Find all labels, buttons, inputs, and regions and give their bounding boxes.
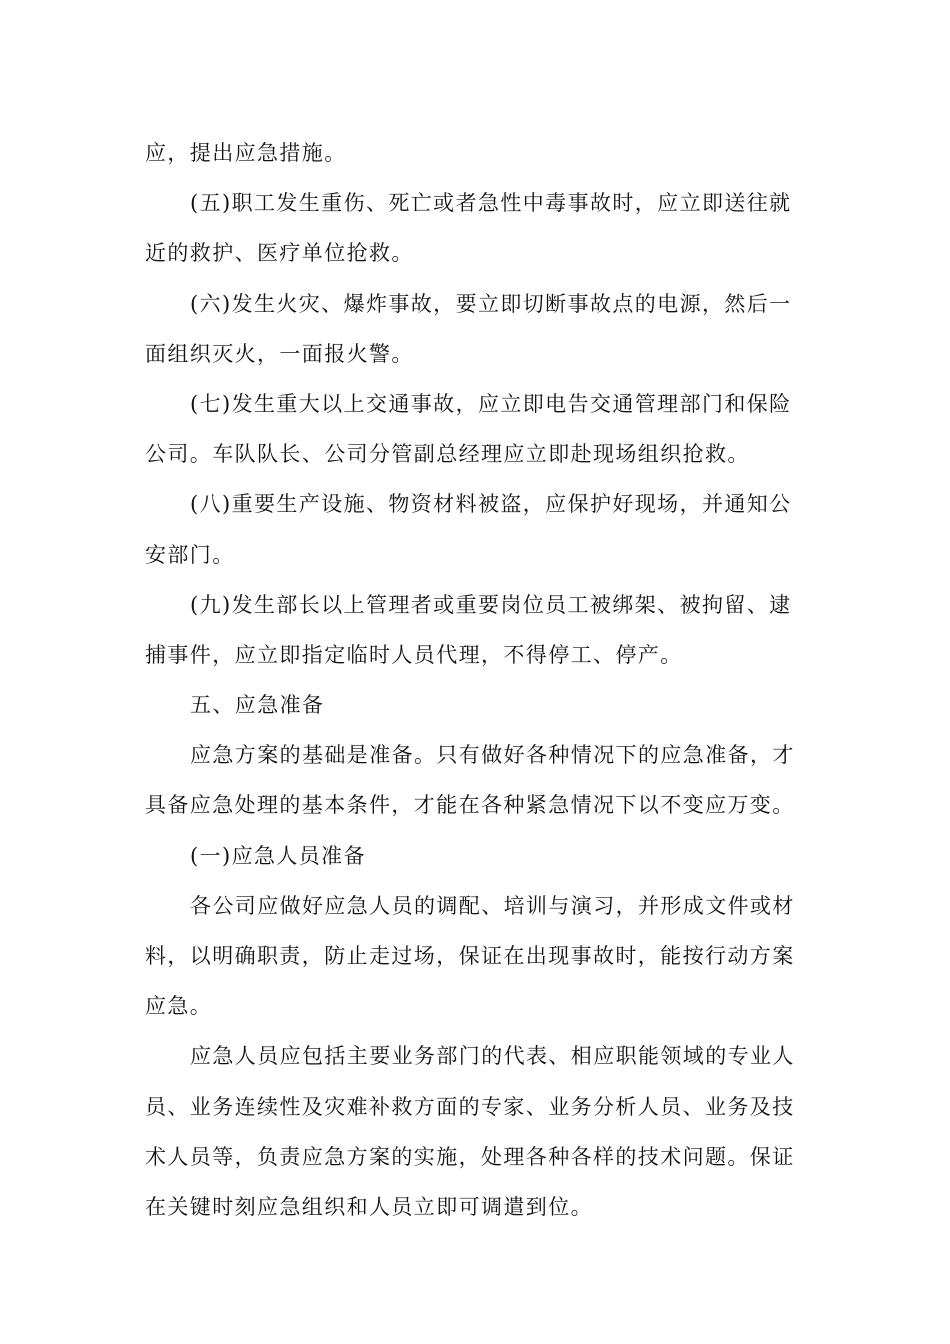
text-line: 各公司应做好应急人员的调配、培训与演习，并形成文件或材 <box>190 893 795 918</box>
text-line: 应急人员应包括主要业务部门的代表、相应职能领域的专业人 <box>190 1044 795 1069</box>
text-line: (九)发生部长以上管理者或重要岗位员工被绑架、被拘留、逮 <box>190 592 792 617</box>
section-heading: 五、应急准备 <box>190 693 325 718</box>
text-line: (五)职工发生重伤、死亡或者急性中毒事故时，应立即送往就 <box>190 191 792 216</box>
text-line: 具备应急处理的基本条件，才能在各种紧急情况下以不变应万变。 <box>145 793 795 818</box>
text-line: 术人员等，负责应急方案的实施，处理各种各样的技术问题。保证 <box>145 1144 795 1169</box>
text-line: (八)重要生产设施、物资材料被盗，应保护好现场，并通知公 <box>190 492 792 517</box>
text-line: 料，以明确职责，防止走过场，保证在出现事故时，能按行动方案 <box>145 944 795 968</box>
text-line: 在关键时刻应急组织和人员立即可调遣到位。 <box>145 1194 593 1219</box>
text-line: 应急方案的基础是准备。只有做好各种情况下的应急准备，才 <box>190 743 795 768</box>
text-line: 应，提出应急措施。 <box>145 141 347 165</box>
text-line: (六)发生火灾、爆炸事故，要立即切断事故点的电源，然后一 <box>190 291 792 316</box>
text-line: 员、业务连续性及灾难补救方面的专家、业务分析人员、业务及技 <box>145 1094 795 1119</box>
text-line: (七)发生重大以上交通事故，应立即电告交通管理部门和保险 <box>190 391 792 416</box>
subsection-heading: (一)应急人员准备 <box>190 843 366 868</box>
text-line: 捕事件，应立即指定临时人员代理，不得停工、停产。 <box>145 642 683 667</box>
text-line: 安部门。 <box>145 542 235 567</box>
document-body <box>145 128 807 1232</box>
text-line: 近的救护、医疗单位抢救。 <box>145 241 414 266</box>
text-line: 面组织灭火，一面报火警。 <box>145 341 414 366</box>
text-line: 应急。 <box>145 994 213 1019</box>
text-line: 公司。车队队长、公司分管副总经理应立即赴现场组织抢救。 <box>145 442 750 467</box>
